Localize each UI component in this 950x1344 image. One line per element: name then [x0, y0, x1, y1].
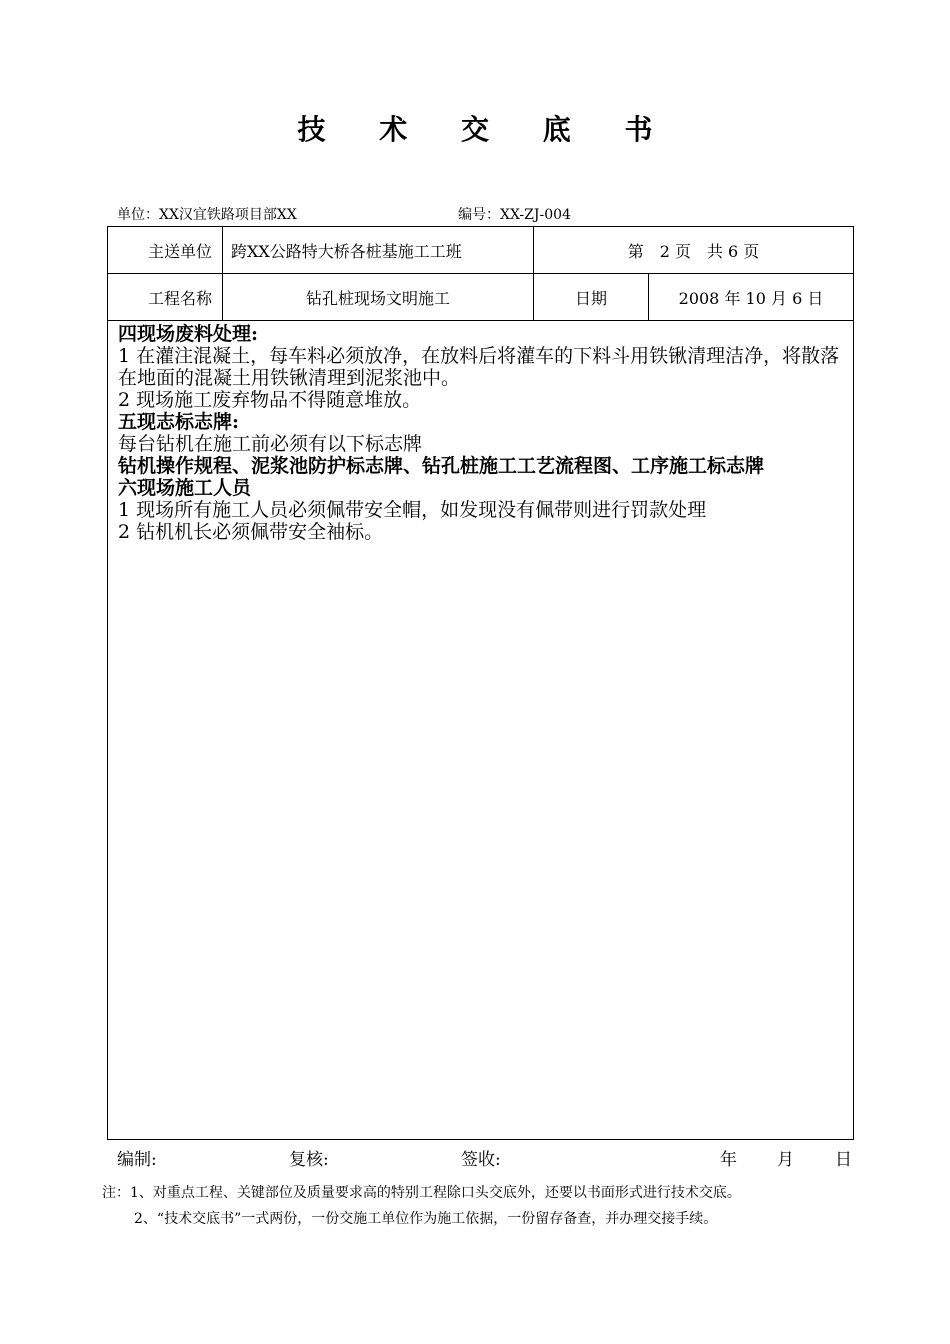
section-6-line-1: 1 现场所有施工人员必须佩带安全帽，如发现没有佩带则进行罚款处理 [118, 499, 707, 521]
project-name-label: 工程名称 [108, 274, 223, 321]
document-title: 技 术 交 底 书 [297, 113, 675, 146]
section-5-line-1: 每台钻机在施工前必须有以下标志牌 [118, 433, 423, 455]
compiled-by-label: 编制: [117, 1150, 157, 1170]
section-6-title: 六现场施工人员 [118, 477, 252, 499]
date-label: 日期 [534, 274, 649, 321]
project-row [108, 274, 854, 321]
reviewed-by-label: 复核: [289, 1150, 329, 1170]
unit-field: 单位：XX汉宜铁路项目部XX [117, 207, 297, 223]
section-6-line-2: 2 钻机机长必须佩带安全袖标。 [118, 521, 384, 543]
recipient-value: 跨XX公路特大桥各桩基施工工班 [223, 227, 534, 274]
received-by-label: 签收: [461, 1150, 501, 1170]
section-5-line-2: 钻机操作规程、泥浆池防护标志牌、钻孔桩施工工艺流程图、工序施工标志牌 [118, 455, 765, 477]
section-4-line-2: 2 现场施工废弃物品不得随意堆放。 [118, 389, 422, 411]
recipient-row [108, 227, 854, 274]
day-label: 日 [835, 1150, 852, 1170]
page-info: 第 2 页 共 6 页 [534, 227, 854, 274]
recipient-label: 主送单位 [108, 227, 223, 274]
disclosure-form-table [107, 226, 854, 1140]
content-row [108, 321, 854, 1140]
section-4-title: 四现场废料处理: [118, 323, 259, 345]
date-value: 2008 年 10 月 6 日 [649, 274, 854, 321]
project-name-value: 钻孔桩现场文明施工 [223, 274, 534, 321]
note-line-2: 2、“技术交底书”一式两份，一份交施工单位作为施工依据，一份留存备查，并办理交接手续。 [134, 1211, 718, 1227]
section-4-line-1: 1 在灌注混凝土，每车料必须放净，在放料后将灌车的下料斗用铁锹清理洁净，将散落在地面的混凝土用铁锹清理到泥浆池中。 [118, 345, 840, 389]
document-number: 编号：XX-ZJ-004 [458, 207, 571, 223]
content-body [118, 323, 845, 543]
year-label: 年 [720, 1150, 737, 1170]
content-cell [108, 321, 854, 1140]
month-label: 月 [777, 1150, 794, 1170]
section-5-title: 五现志标志牌: [118, 411, 240, 433]
note-line-1: 注：1、对重点工程、关键部位及质量要求高的特别工程除口头交底外，还要以书面形式进行技术交底。 [102, 1185, 741, 1201]
